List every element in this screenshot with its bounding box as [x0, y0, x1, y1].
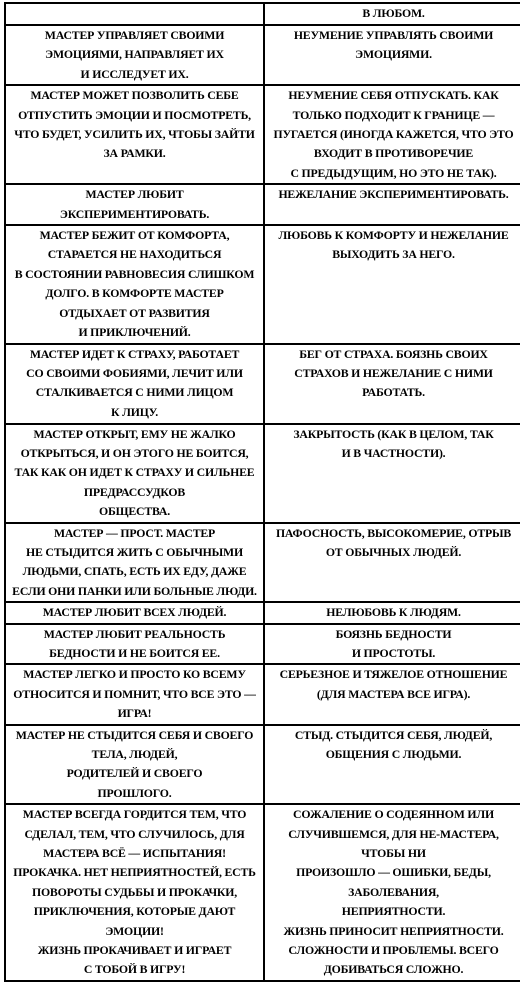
master-trait-cell: МАСТЕР ЛЮБИТ ВСЕХ ЛЮДЕЙ. — [5, 602, 264, 623]
table-row — [5, 424, 520, 523]
master-trait-cell: МАСТЕР ЛЕГКО И ПРОСТО КО ВСЕМУ ОТНОСИТСЯ И ПОМНИТ, ЧТО ВСЕ ЭТО — ИГРА! — [5, 664, 264, 724]
non-master-trait-cell: ЛЮБОВЬ К КОМФОРТУ И НЕЖЕЛАНИЕ ВЫХОДИТЬ ЗА НЕГО. — [264, 225, 520, 343]
table-row — [5, 664, 520, 724]
table-row — [5, 85, 520, 184]
comparison-table-wrap — [4, 2, 516, 982]
non-master-trait-cell: БОЯЗНЬ БЕДНОСТИ И ПРОСТОТЫ. — [264, 624, 520, 665]
non-master-trait-cell: СОЖАЛЕНИЕ О СОДЕЯННОМ ИЛИ СЛУЧИВШЕМСЯ, ДЛЯ НЕ-МАСТЕРА, ЧТОБЫ НИ ПРОИЗОШЛО — ОШИБКИ, БЕДЫ, ЗАБОЛЕВАНИЯ, НЕПРИЯТНОСТИ. ЖИЗНЬ ПРИНОСИТ НЕПРИЯТНОСТИ. СЛОЖНОСТИ И ПРОБЛЕМЫ. ВСЕГО ДОБИВАТЬСЯ СЛОЖНО. — [264, 804, 520, 981]
master-trait-cell: МАСТЕР ВСЕГДА ГОРДИТСЯ ТЕМ, ЧТО СДЕЛАЛ, ТЕМ, ЧТО СЛУЧИЛОСЬ, ДЛЯ МАСТЕРА ВСЁ — ИСПЫТАНИЯ! ПРОКАЧКА. НЕТ НЕПРИЯТНОСТЕЙ, ЕСТЬ ПОВОРОТЫ СУДЬБЫ И ПРОКАЧКИ, ПРИКЛЮЧЕНИЯ, КОТОРЫЕ ДАЮТ ЭМОЦИИ! ЖИЗНЬ ПРОКАЧИВАЕТ И ИГРАЕТ С ТОБОЙ В ИГРУ! — [5, 804, 264, 981]
table-row — [5, 3, 520, 25]
master-trait-cell: МАСТЕР ИДЕТ К СТРАХУ, РАБОТАЕТ СО СВОИМИ ФОБИЯМИ, ЛЕЧИТ ИЛИ СТАЛКИВАЕТСЯ С НИМИ ЛИЦОМ К ЛИЦУ. — [5, 344, 264, 424]
master-trait-cell: МАСТЕР ОТКРЫТ, ЕМУ НЕ ЖАЛКО ОТКРЫТЬСЯ, И ОН ЭТОГО НЕ БОИТСЯ, ТАК КАК ОН ИДЕТ К СТРАХУ И СИЛЬНЕЕ ПРЕДРАССУДКОВ ОБЩЕСТВА. — [5, 424, 264, 523]
table-row — [5, 804, 520, 981]
master-trait-cell — [5, 3, 264, 25]
table-row — [5, 624, 520, 665]
master-trait-cell: МАСТЕР ЛЮБИТ ЭКСПЕРИМЕНТИРОВАТЬ. — [5, 184, 264, 225]
table-row — [5, 602, 520, 623]
master-trait-cell: МАСТЕР — ПРОСТ. МАСТЕР НЕ СТЫДИТСЯ ЖИТЬ С ОБЫЧНЫМИ ЛЮДЬМИ, СПАТЬ, ЕСТЬ ИХ ЕДУ, ДАЖЕ ЕСЛИ ОНИ ПАНКИ ИЛИ БОЛЬНЫЕ ЛЮДИ. — [5, 523, 264, 603]
non-master-trait-cell: СЕРЬЕЗНОЕ И ТЯЖЕЛОЕ ОТНОШЕНИЕ (ДЛЯ МАСТЕРА ВСЕ ИГРА). — [264, 664, 520, 724]
master-trait-cell: МАСТЕР ЛЮБИТ РЕАЛЬНОСТЬ БЕДНОСТИ И НЕ БОИТСЯ ЕЕ. — [5, 624, 264, 665]
non-master-trait-cell: НЕУМЕНИЕ СЕБЯ ОТПУСКАТЬ. КАК ТОЛЬКО ПОДХОДИТ К ГРАНИЦЕ — ПУГАЕТСЯ (ИНОГДА КАЖЕТСЯ, ЧТО ЭТО ВХОДИТ В ПРОТИВОРЕЧИЕ С ПРЕДЫДУЩИМ, НО ЭТО НЕ ТАК). — [264, 85, 520, 184]
table-row — [5, 344, 520, 424]
non-master-trait-cell: НЕЖЕЛАНИЕ ЭКСПЕРИМЕНТИРОВАТЬ. — [264, 184, 520, 225]
table-row — [5, 725, 520, 805]
master-trait-cell: МАСТЕР УПРАВЛЯЕТ СВОИМИ ЭМОЦИЯМИ, НАПРАВЛЯЕТ ИХ И ИССЛЕДУЕТ ИХ. — [5, 25, 264, 85]
master-trait-cell: МАСТЕР НЕ СТЫДИТСЯ СЕБЯ И СВОЕГО ТЕЛА, ЛЮДЕЙ, РОДИТЕЛЕЙ И СВОЕГО ПРОШЛОГО. — [5, 725, 264, 805]
non-master-trait-cell: ПАФОСНОСТЬ, ВЫСОКОМЕРИЕ, ОТРЫВ ОТ ОБЫЧНЫХ ЛЮДЕЙ. — [264, 523, 520, 603]
non-master-trait-cell: НЕУМЕНИЕ УПРАВЛЯТЬ СВОИМИ ЭМОЦИЯМИ. — [264, 25, 520, 85]
comparison-table — [4, 2, 520, 982]
table-row — [5, 225, 520, 343]
non-master-trait-cell: ЗАКРЫТОСТЬ (КАК В ЦЕЛОМ, ТАК И В ЧАСТНОСТИ). — [264, 424, 520, 523]
non-master-trait-cell: НЕЛЮБОВЬ К ЛЮДЯМ. — [264, 602, 520, 623]
master-trait-cell: МАСТЕР БЕЖИТ ОТ КОМФОРТА, СТАРАЕТСЯ НЕ НАХОДИТЬСЯ В СОСТОЯНИИ РАВНОВЕСИЯ СЛИШКОМ ДОЛГО. В КОМФОРТЕ МАСТЕР ОТДЫХАЕТ ОТ РАЗВИТИЯ И ПРИКЛЮЧЕНИЙ. — [5, 225, 264, 343]
non-master-trait-cell: БЕГ ОТ СТРАХА. БОЯЗНЬ СВОИХ СТРАХОВ И НЕЖЕЛАНИЕ С НИМИ РАБОТАТЬ. — [264, 344, 520, 424]
master-trait-cell: МАСТЕР МОЖЕТ ПОЗВОЛИТЬ СЕБЕ ОТПУСТИТЬ ЭМОЦИИ И ПОСМОТРЕТЬ, ЧТО БУДЕТ, УСИЛИТЬ ИХ, ЧТОБЫ ЗАЙТИ ЗА РАМКИ. — [5, 85, 264, 184]
table-row — [5, 184, 520, 225]
table-row — [5, 25, 520, 85]
non-master-trait-cell: СТЫД. СТЫДИТСЯ СЕБЯ, ЛЮДЕЙ, ОБЩЕНИЯ С ЛЮДЬМИ. — [264, 725, 520, 805]
table-row — [5, 523, 520, 603]
non-master-trait-cell: В ЛЮБОМ. — [264, 3, 520, 25]
